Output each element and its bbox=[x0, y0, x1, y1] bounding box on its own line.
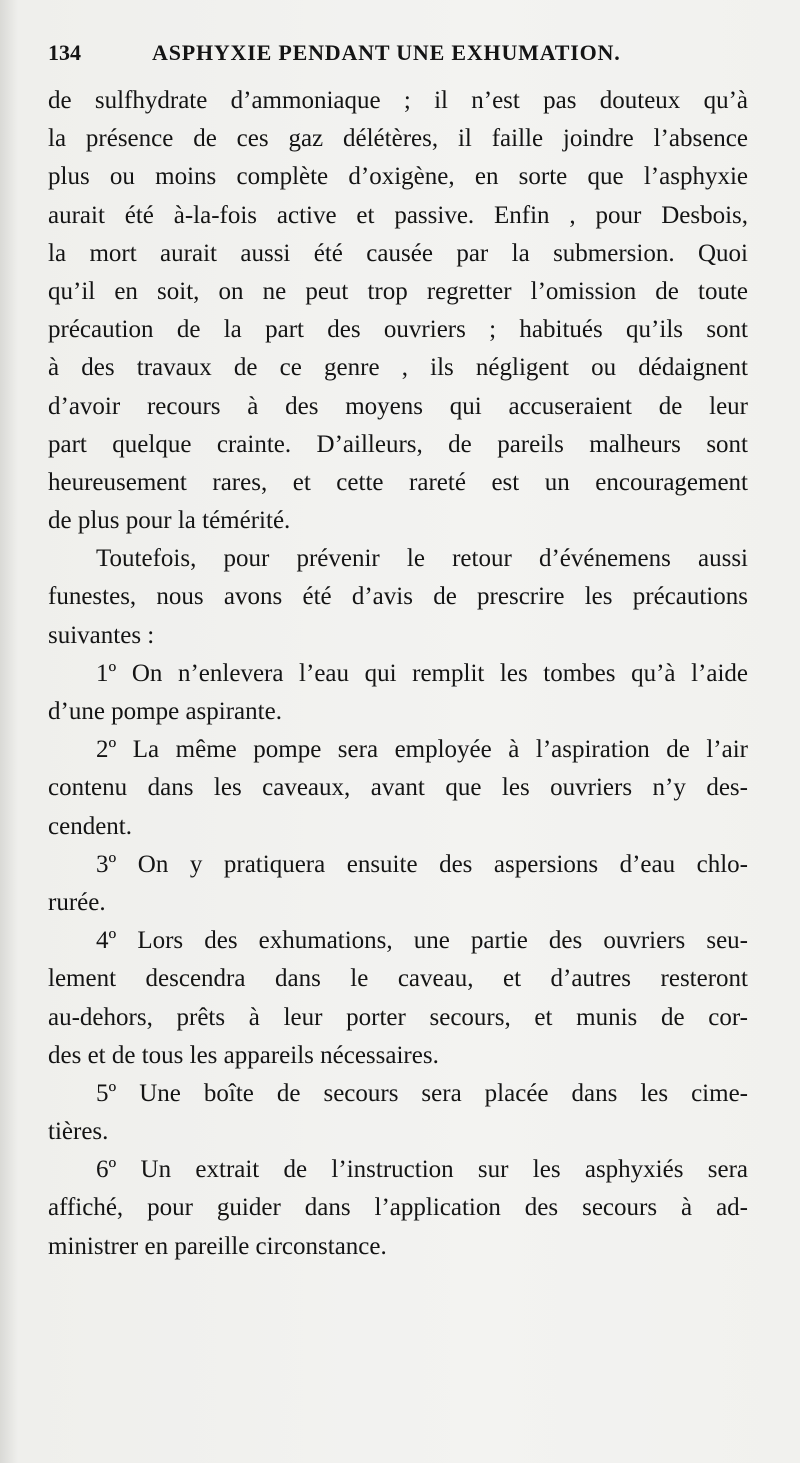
page-number: 134 bbox=[48, 40, 81, 65]
text-line: de sulfhydrate d’ammoniaque ; il n’est pas douteux qu’à bbox=[48, 87, 748, 114]
text-line: heureusement rares, et cette rareté est un encouragement bbox=[48, 468, 748, 496]
text-line: suivantes : bbox=[48, 621, 155, 649]
text-line: d’avoir recours à des moyens qui accuseraient de leur bbox=[48, 392, 748, 420]
text-line: part quelque crainte. D’ailleurs, de pareils malheurs sont bbox=[48, 430, 748, 458]
text-line: funestes, nous avons été d’avis de prescrire les précautions bbox=[48, 583, 748, 611]
text-line: la présence de ces gaz délétères, il faille joindre l’absence bbox=[48, 125, 748, 153]
text-line: aurait été à-la-fois active et passive. Enfin , pour Desbois, bbox=[48, 201, 748, 229]
text-line: de plus pour la témérité. bbox=[48, 507, 291, 535]
text-line: ministrer en pareille circonstance. bbox=[48, 1232, 387, 1260]
text-line: qu’il en soit, on ne peut trop regretter l’omission de toute bbox=[48, 277, 748, 305]
text-line: à des travaux de ce genre , ils négligent ou dédaignent bbox=[48, 354, 748, 382]
list-item-1: 1º On n’enlevera l’eau qui remplit les tombes qu’à l’aide bbox=[96, 659, 748, 687]
text-line: d’une pompe aspirante. bbox=[48, 698, 282, 725]
text-line: la mort aurait aussi été causée par la submersion. Quoi bbox=[48, 239, 748, 267]
text-line: plus ou moins complète d’oxigène, en sorte que l’asphyxie bbox=[48, 163, 748, 191]
body-text bbox=[48, 82, 748, 1266]
text-line: affiché, pour guider dans l’application des secours à ad- bbox=[48, 1194, 748, 1222]
text-line: Toutefois, pour prévenir le retour d’événemens aussi bbox=[96, 545, 748, 573]
list-item-4: 4º Lors des exhumations, une partie des ouvriers seu- bbox=[96, 927, 748, 955]
text-line: précaution de la part des ouvriers ; habitués qu’ils sont bbox=[48, 316, 748, 344]
list-item-3: 3º On y pratiquera ensuite des aspersions d’eau chlo- bbox=[96, 850, 748, 878]
text-line: cendent. bbox=[48, 812, 132, 840]
text-line: lement descendra dans le caveau, et d’autres resteront bbox=[48, 965, 748, 993]
text-line: des et de tous les appareils nécessaires. bbox=[48, 1041, 439, 1069]
text-line: contenu dans les caveaux, avant que les ouvriers n’y des- bbox=[48, 774, 748, 802]
list-item-6: 6º Un extrait de l’instruction sur les asphyxiés sera bbox=[96, 1156, 748, 1184]
running-title: ASPHYXIE PENDANT UNE EXHUMATION. bbox=[152, 40, 621, 65]
text-line: au-dehors, prêts à leur porter secours, et munis de cor- bbox=[48, 1003, 748, 1031]
list-item-5: 5º Une boîte de secours sera placée dans les cime- bbox=[96, 1079, 748, 1107]
text-line: tières. bbox=[48, 1118, 109, 1146]
text-line: rurée. bbox=[48, 888, 106, 916]
page-header bbox=[48, 40, 748, 80]
list-item-2: 2º La même pompe sera employée à l’aspiration de l’air bbox=[96, 736, 748, 764]
